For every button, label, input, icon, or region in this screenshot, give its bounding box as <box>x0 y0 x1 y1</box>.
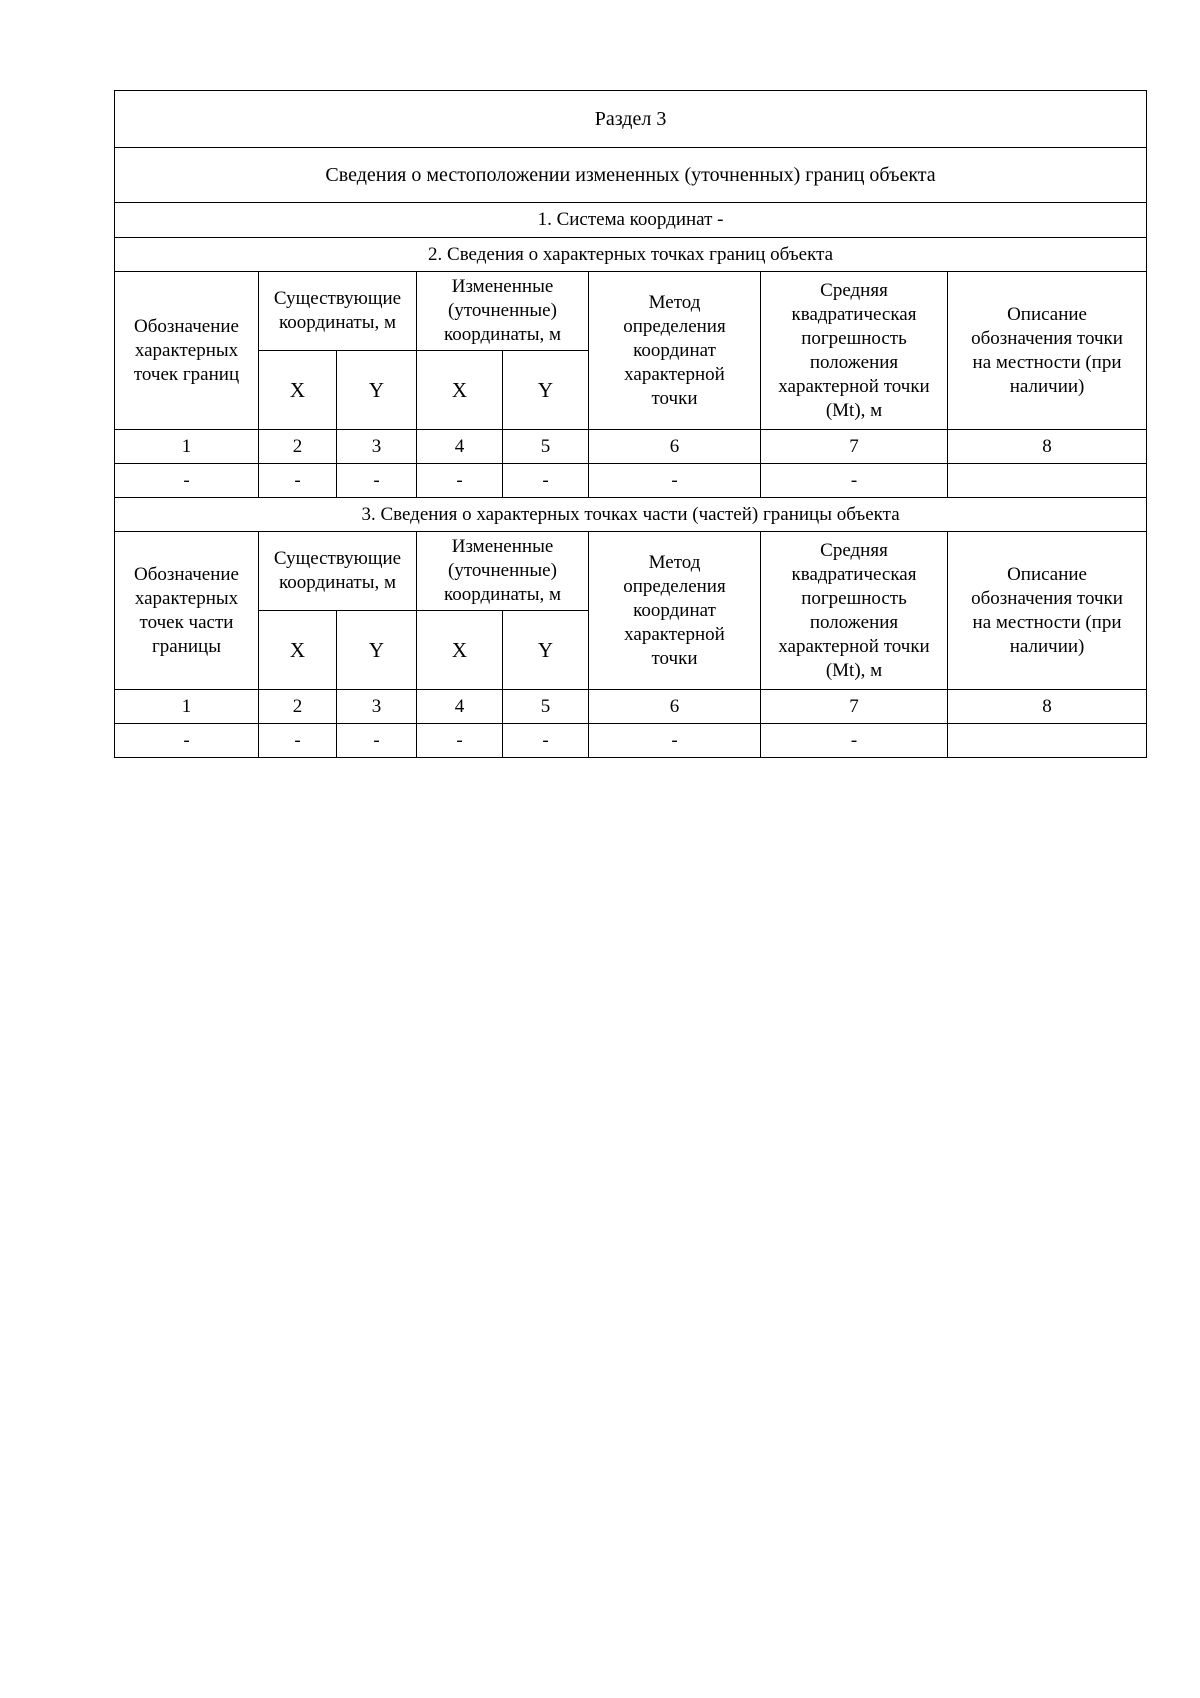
table-cell <box>948 724 1147 758</box>
block2-designation-header: Обозначение характерных точек границ <box>115 272 259 430</box>
table-cell: - <box>589 464 761 498</box>
block3-designation-header: Обозначение характерных точек части границы <box>115 532 259 690</box>
block3-title: 3. Сведения о характерных точках части (частей) границы объекта <box>115 498 1147 532</box>
block2-x-changed-header: X <box>417 351 503 430</box>
col-number: 4 <box>417 430 503 464</box>
block3-y-existing-header: Y <box>337 611 417 690</box>
col-number: 5 <box>503 430 589 464</box>
col-number: 7 <box>761 690 948 724</box>
section-title: Раздел 3 <box>115 91 1147 148</box>
section-subtitle: Сведения о местоположении измененных (уточненных) границ объекта <box>115 148 1147 203</box>
col-number: 2 <box>259 430 337 464</box>
table-cell: - <box>503 464 589 498</box>
table-cell: - <box>337 724 417 758</box>
table-cell: - <box>761 724 948 758</box>
col-number: 3 <box>337 430 417 464</box>
col-number: 2 <box>259 690 337 724</box>
block3-x-changed-header: X <box>417 611 503 690</box>
block2-description-header: Описание обозначения точки на местности (при наличии) <box>948 272 1147 430</box>
block3-existing-header: Существующие координаты, м <box>259 532 417 611</box>
col-number: 7 <box>761 430 948 464</box>
table-cell: - <box>417 464 503 498</box>
col-number: 5 <box>503 690 589 724</box>
block3-description-header: Описание обозначения точки на местности (при наличии) <box>948 532 1147 690</box>
table-cell: - <box>761 464 948 498</box>
block3-data-row <box>115 724 1147 758</box>
table-cell: - <box>503 724 589 758</box>
block2-number-row <box>115 430 1147 464</box>
col-number: 4 <box>417 690 503 724</box>
document-frame <box>114 90 1146 758</box>
coord-system-row: 1. Система координат - <box>115 203 1147 238</box>
block2-changed-header: Измененные (уточненные) координаты, м <box>417 272 589 351</box>
table-cell: - <box>259 724 337 758</box>
table-cell: - <box>337 464 417 498</box>
block2-error-header: Средняя квадратическая погрешность положения характерной точки (Mt), м <box>761 272 948 430</box>
block3-changed-header: Измененные (уточненные) координаты, м <box>417 532 589 611</box>
block3-x-existing-header: X <box>259 611 337 690</box>
col-number: 3 <box>337 690 417 724</box>
col-number: 8 <box>948 690 1147 724</box>
block2-y-changed-header: Y <box>503 351 589 430</box>
block3-method-header: Метод определения координат характерной точки <box>589 532 761 690</box>
col-number: 6 <box>589 690 761 724</box>
section-table <box>114 90 1147 758</box>
block2-x-existing-header: X <box>259 351 337 430</box>
table-cell <box>948 464 1147 498</box>
table-cell: - <box>115 724 259 758</box>
block2-y-existing-header: Y <box>337 351 417 430</box>
block3-number-row <box>115 690 1147 724</box>
col-number: 8 <box>948 430 1147 464</box>
col-number: 6 <box>589 430 761 464</box>
table-cell: - <box>589 724 761 758</box>
block3-y-changed-header: Y <box>503 611 589 690</box>
table-cell: - <box>115 464 259 498</box>
block2-title: 2. Сведения о характерных точках границ объекта <box>115 238 1147 272</box>
col-number: 1 <box>115 690 259 724</box>
table-cell: - <box>259 464 337 498</box>
block2-data-row <box>115 464 1147 498</box>
block3-error-header: Средняя квадратическая погрешность положения характерной точки (Mt), м <box>761 532 948 690</box>
col-number: 1 <box>115 430 259 464</box>
table-cell: - <box>417 724 503 758</box>
block2-existing-header: Существующие координаты, м <box>259 272 417 351</box>
block2-method-header: Метод определения координат характерной точки <box>589 272 761 430</box>
